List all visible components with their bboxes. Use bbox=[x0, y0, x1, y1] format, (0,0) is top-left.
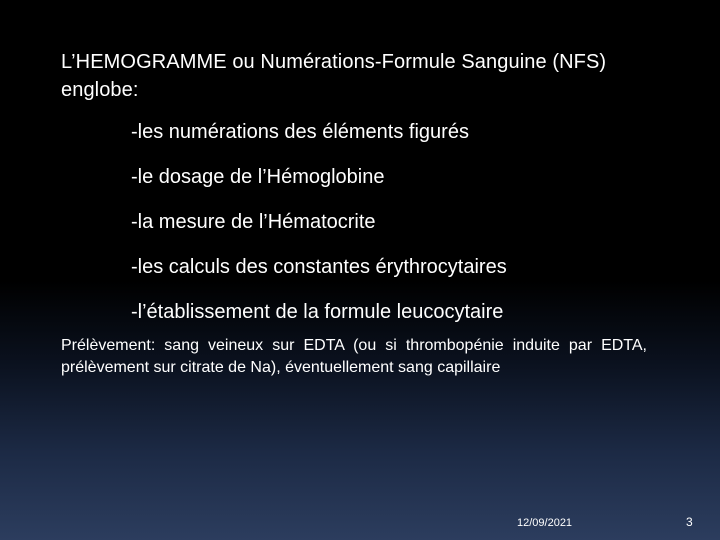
intro-text: L’HEMOGRAMME ou Numérations-Formule Sanguine (NFS) englobe: bbox=[61, 51, 607, 101]
collection-note: Prélèvement: sang veineux sur EDTA (ou si thrombopénie induite par EDTA, prélèvement sur citrate de Na), éventuellement sang capillaire bbox=[61, 337, 647, 376]
footer-date: 12/09/2021 bbox=[517, 517, 573, 529]
list-item: -les numérations des éléments figurés bbox=[131, 121, 469, 143]
list-item: -les calculs des constantes érythrocytaires bbox=[131, 256, 507, 278]
list-item: -la mesure de l’Hématocrite bbox=[131, 211, 376, 233]
list-item: -l’établissement de la formule leucocytaire bbox=[131, 301, 504, 323]
list-item: -le dosage de l’Hémoglobine bbox=[131, 166, 385, 188]
bullet-list bbox=[131, 118, 507, 343]
page-number: 3 bbox=[686, 515, 693, 529]
